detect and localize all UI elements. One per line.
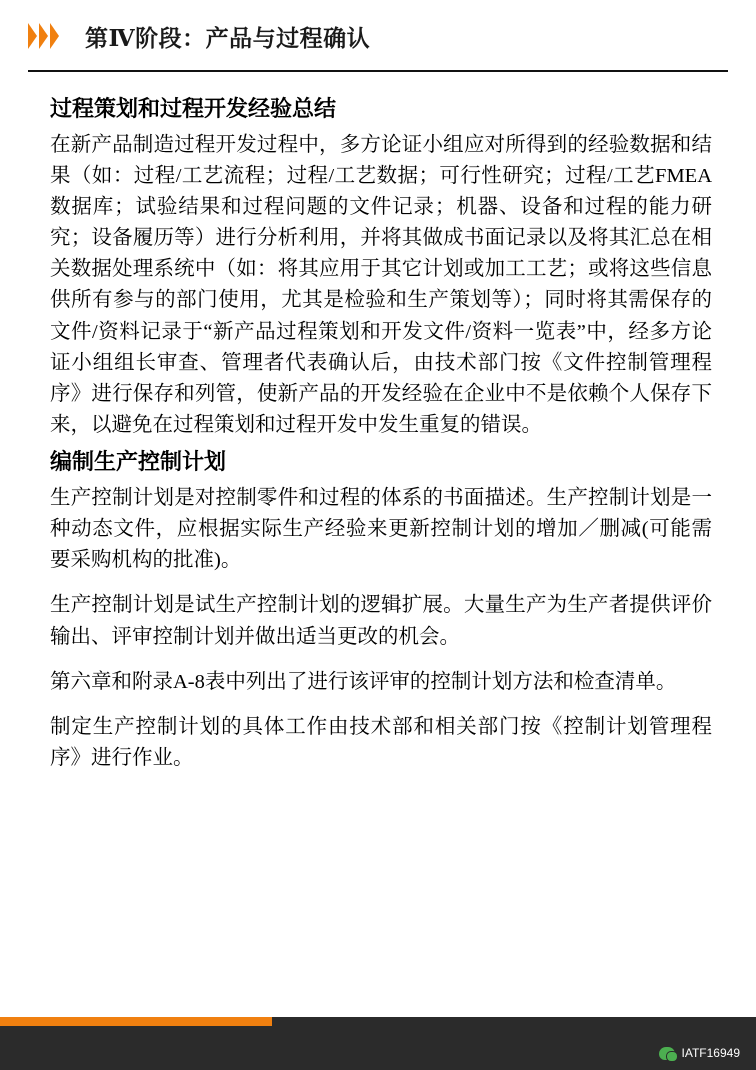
page-title: 第Ⅳ阶段：产品与过程确认 (85, 25, 371, 51)
page-footer (0, 1026, 756, 1070)
section-2-paragraph-3: 第六章和附录A-8表中列出了进行该评审的控制计划方法和检查清单。 (50, 670, 677, 693)
section-heading-1: 过程策划和过程开发经验总结 (50, 96, 337, 121)
section-1-paragraph-1: 在新产品制造过程开发过程中，多方论证小组应对所得到的经验数据和结果（如：过程/工艺流程；过程/工艺数据；可行性研究；过程/工艺FMEA数据库；试验结果和过程问题的文件记录；机器、设备和过程的能力研究；设备履历等）进行分析利用，并将其做成书面记录以及将其汇总在相关数据处理系统中（如：将其应用于其它计划或加工工艺；或将这些信息供所有参与的部门使用，尤其是检验和生产策划等）；同时将其需保存的文件/资料记录于“新产品过程策划和开发文件/资料一览表”中，经多方论证小组组长审查、管理者代表确认后，由技术部门按《文件控制管理程序》进行保存和列管，使新产品的开发经验在企业中不是依赖个人保存下来，以避免在过程策划和过程开发中发生重复的错误。 (50, 133, 712, 437)
double-chevron-right-icon (28, 23, 59, 49)
footer-account (659, 1046, 740, 1060)
page-content (0, 72, 756, 774)
wechat-icon (659, 1047, 675, 1060)
header-divider (28, 70, 728, 72)
section-heading-2: 编制生产控制计划 (50, 449, 227, 475)
footer-account-label: IATF16949 (681, 1046, 740, 1060)
section-2-paragraph-4: 制定生产控制计划的具体工作由技术部和相关部门按《控制计划管理程序》进行作业。 (50, 715, 712, 770)
section-2-paragraph-1: 生产控制计划是对控制零件和过程的体系的书面描述。生产控制计划是一种动态文件，应根据实际生产经验来更新控制计划的增加／删减(可能需要采购机构的批准)。 (50, 486, 712, 572)
section-2-paragraph-2: 生产控制计划是试生产控制计划的逻辑扩展。大量生产为生产者提供评价输出、评审控制计划并做出适当更改的机会。 (50, 594, 712, 648)
page-header (0, 0, 756, 72)
footer-accent-bar (0, 1017, 756, 1026)
